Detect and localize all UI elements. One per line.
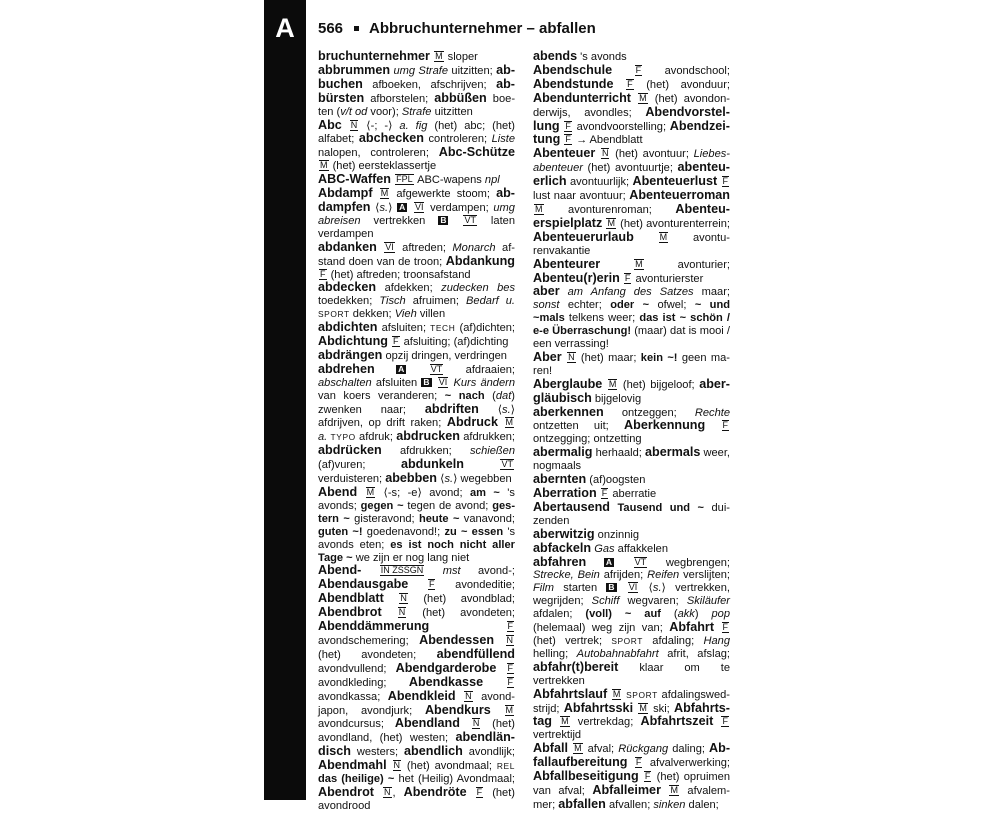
headword: aber bbox=[533, 284, 560, 299]
running-header bbox=[318, 19, 738, 39]
sense-marker: B bbox=[608, 582, 615, 593]
thumb-index-letter: A bbox=[275, 13, 295, 43]
usage-note: akk bbox=[677, 608, 695, 621]
grammar-label: M bbox=[659, 231, 668, 242]
phrase: das ist ~ schön / e-e Überraschung! bbox=[533, 312, 730, 338]
subject-label: SPORT bbox=[318, 309, 350, 320]
sub-headword: abendlich bbox=[404, 744, 463, 759]
sub-headword: Abfalleimer bbox=[592, 782, 661, 797]
phrase: (voll) ~ auf bbox=[585, 608, 661, 621]
usage-note: Monarch bbox=[452, 241, 496, 254]
grammar-label: F bbox=[507, 676, 513, 687]
grammar-label: F bbox=[320, 268, 326, 279]
grammar-label: VT bbox=[501, 459, 513, 470]
usage-note: am Anfang des Satzes bbox=[567, 286, 694, 299]
grammar-label: N bbox=[384, 786, 391, 797]
dictionary-entry: aber am Anfang des Satzes maar; sonst echter; oder ~ ofwel; ~ und ~mals telkens weer; das ist ~ schön / e-e Überraschung! (maar) dat is mooi / een verrassing! bbox=[533, 284, 730, 351]
headword: abfackeln bbox=[533, 540, 592, 555]
headword: abermalig bbox=[533, 445, 593, 460]
grammar-label: VT bbox=[634, 556, 647, 567]
sub-headword: abbürsten bbox=[318, 76, 515, 105]
sub-headword: Abendröte bbox=[403, 784, 467, 799]
grammar-label: N bbox=[350, 119, 358, 130]
sub-headword: Abfahrtsski bbox=[563, 700, 634, 715]
headword: Abend- bbox=[318, 563, 362, 578]
dictionary-entry: Abenteurer M avonturier; Abenteu(r)erin F avonturierster bbox=[533, 256, 730, 285]
headword: abdrehen bbox=[318, 361, 375, 376]
grammar-label: M bbox=[561, 716, 569, 727]
grammar-label: F bbox=[722, 176, 728, 187]
usage-note: schießen bbox=[469, 445, 515, 458]
sub-headword: abchecken bbox=[358, 131, 424, 146]
grammar-label: M bbox=[574, 743, 582, 754]
sub-headword: Abenteu(r)erin bbox=[533, 270, 620, 285]
grammar-label: VT bbox=[430, 363, 443, 374]
usage-note: a. fig bbox=[399, 119, 428, 132]
grammar-label: M bbox=[435, 51, 443, 61]
sub-headword: Abfahrt bbox=[669, 620, 715, 635]
sense-marker: B bbox=[423, 376, 430, 387]
grammar-label: FPL bbox=[396, 174, 413, 185]
dictionary-entry: Aberglaube M (het) bijgeloof; abergläubisch bijgelovig bbox=[533, 376, 730, 405]
grammar-label: VT bbox=[464, 214, 476, 225]
header-bullet bbox=[354, 26, 359, 31]
grammar-label: F bbox=[624, 272, 631, 283]
sub-headword: Abendstunde bbox=[533, 76, 614, 91]
dictionary-entry: abdrehen A VT afdraaien; abschalten afsluiten B VI Kurs ändern van koers veranderen; ~ nach (dat) zwenken naar; abdriften ⟨s.⟩ afdrijven, op drift raken; Abdruck M a. TYPO afdruk; abdrucken afdrukken; abdrücken afdrukken; schießen (af)vuren; abdunkeln VT verduisteren; abebben ⟨s.⟩ wegebben bbox=[318, 361, 516, 486]
grammar-label: M bbox=[505, 704, 513, 715]
dictionary-entry: bruchunternehmer M sloper bbox=[318, 49, 478, 63]
dictionary-entry: Abend- IN ZSSGN mst avond-; Abendausgabe F avondeditie; Abendblatt N (het) avondblad; Abendbrot N (het) avondeten; Abenddämmerung F avondschemering; Abendessen N (het) avondeten; abendfüllend avondvullend; Abendgarderobe F avondkleding; Abendkasse F avondkassa; Abendkleid N avondjapon, avondjurk; Abendkurs M avondcursus; Abendland N (het) avondland, (het) westen; abendländisch westers; abendlich avondlijk; Abendmahl N (het) avondmaal; REL das (heilige) ~ het (Heilig) Avondmaal; Abendrot N , Abendröte F (het) avondrood bbox=[318, 563, 515, 812]
sub-headword: Abfahrtszeit bbox=[640, 714, 714, 729]
phrase: guten ~! bbox=[318, 525, 363, 538]
dictionary-entry: Abenteuer N (het) avontuur; Liebesabenteuer (het) avontuurtje; abenteuerlich avontuurlijk; Abenteuerlust F lust naar avontuur; Abenteuerroman M avonturenroman; Abenteuerspielplatz M (het) avonturenterrein; Abenteuerurlaub M avonturenvakantie bbox=[533, 146, 730, 257]
headword: aberwitzig bbox=[533, 526, 595, 541]
dictionary-entry: abfahren A VT wegbrengen; Strecke, Bein afrijden; Reifen verslijten; Film starten B VI ⟨s.⟩ vertrekken, wegrijden; Schiff wegvaren; Skiläufer afdalen; (voll) ~ auf (akk) pop (helemaal) weg zijn van; Abfahrt F (het) vertrek; SPORT afdaling; Hang helling; Autobahnabfahrt afrit, afslag; abfahr(t)bereit klaar om te vertrekken bbox=[533, 554, 730, 687]
subject-label: TECH bbox=[430, 323, 456, 334]
dictionary-entry: Abend M ⟨-s; -e⟩ avond; am ~ 's avonds; gegen ~ tegen de avond; gestern ~ gisteravond; heute ~ vanavond; guten ~! goedenavond!; zu ~ essen 's avonds eten; es ist noch nicht aller Tage ~ we zijn er nog lang niet bbox=[318, 485, 516, 564]
phrase: heute ~ bbox=[418, 512, 460, 525]
sub-headword: Abendzeitung bbox=[533, 118, 730, 147]
dictionary-entry: abdichten afsluiten; TECH (af)dichten; Abdichtung F afsluiting; (af)dichting bbox=[318, 320, 515, 349]
usage-note: Strafe bbox=[401, 105, 432, 118]
grammar-label: VI bbox=[385, 241, 394, 252]
right-column bbox=[533, 50, 730, 812]
usage-note: zudecken bes bbox=[441, 282, 515, 295]
headword: Abertausend bbox=[533, 499, 610, 514]
dictionary-entry: Abdampf M afgewerkte stoom; abdampfen ⟨s.⟩ A VI verdampen; umg abreisen vertrekken B VT laten verdampen bbox=[318, 186, 515, 240]
headword: abdanken bbox=[318, 239, 377, 254]
usage-note: pop bbox=[711, 608, 730, 621]
grammar-label: F bbox=[507, 662, 513, 673]
sub-headword: Abendland bbox=[394, 716, 460, 731]
usage-note: sonst bbox=[533, 299, 560, 312]
usage-note: s. bbox=[652, 582, 662, 595]
headword: abdrängen bbox=[318, 347, 383, 362]
usage-note: a. bbox=[318, 431, 328, 444]
sub-headword: abfallen bbox=[558, 796, 606, 811]
grammar-label: F bbox=[644, 771, 651, 782]
usage-note: Rückgang bbox=[618, 743, 669, 756]
phrase: das (heilige) ~ bbox=[318, 773, 395, 786]
headword: Abfall bbox=[533, 741, 568, 756]
phrase: ~ nach bbox=[444, 389, 485, 402]
grammar-label: F bbox=[565, 134, 571, 145]
sub-headword: Abdichtung bbox=[318, 334, 388, 349]
grammar-label: M bbox=[639, 92, 647, 103]
dictionary-entry: abfackeln Gas affakkelen bbox=[533, 540, 669, 555]
dictionary-entry: abdrängen opzij dringen, verdringen bbox=[318, 347, 507, 362]
dictionary-entry: Abendschule F avondschool; Abendstunde F (het) avonduur; Abendunterricht M (het) avondonderwijs, avondles; Abendvorstellung F avondvoorstelling; Abendzeitung F → Abendblatt bbox=[533, 62, 730, 147]
sub-headword: abdrucken bbox=[396, 429, 460, 444]
usage-note: s. bbox=[379, 201, 389, 214]
usage-note: Vieh bbox=[394, 308, 417, 321]
sub-headword: Abendmahl bbox=[318, 758, 387, 773]
headword: Aber bbox=[533, 349, 562, 364]
usage-note: mst bbox=[442, 565, 461, 578]
usage-note: abschalten bbox=[318, 376, 372, 389]
sub-headword: abergläubisch bbox=[533, 376, 730, 405]
grammar-label: M bbox=[607, 217, 615, 228]
sub-headword: Abfahrtstag bbox=[533, 700, 730, 729]
sub-headword: Abenddämmerung bbox=[318, 619, 430, 634]
dictionary-entry: abdanken VI aftreden; Monarch afstand doen van de troon; Abdankung F (het) aftreden; troonsafstand bbox=[318, 239, 515, 281]
dictionary-entry: aberkennen ontzeggen; Rechte ontzetten uit; Aberkennung F ontzegging; ontzetting bbox=[533, 404, 730, 446]
headword: Aberglaube bbox=[533, 376, 603, 391]
usage-note: Strecke, Bein bbox=[533, 569, 600, 582]
grammar-label: M bbox=[608, 378, 617, 389]
usage-note: v/t od bbox=[340, 105, 368, 118]
sense-marker: B bbox=[440, 214, 447, 225]
sub-headword: Abendrot bbox=[318, 784, 374, 799]
grammar-label: M bbox=[320, 160, 328, 171]
dictionary-entry: abdecken afdekken; zudecken bes toedekken; Tisch afruimen; Bedarf u. SPORT dekken; Vieh villen bbox=[318, 280, 515, 321]
grammar-label: F bbox=[476, 786, 483, 797]
usage-note: Gas bbox=[594, 542, 615, 555]
sub-headword: abdunkeln bbox=[400, 457, 464, 472]
dictionary-entry: ABC-Waffen FPL ABC-wapens npl bbox=[318, 172, 500, 187]
phrase: ~ und ~mals bbox=[533, 299, 730, 325]
sub-headword: abenteuerlich bbox=[533, 160, 730, 189]
sub-headword: abdrücken bbox=[318, 443, 382, 458]
grammar-label: IN ZSSGN bbox=[380, 565, 424, 576]
dictionary-entry: Aberration F aberratie bbox=[533, 486, 657, 500]
dictionary-entry: abermalig herhaald; abermals weer, nogmaals bbox=[533, 445, 730, 473]
sub-headword: Abenteuerspielplatz bbox=[533, 201, 730, 230]
grammar-label: N bbox=[506, 634, 513, 645]
dictionary-entry: Abfahrtslauf M SPORT afdalingswedstrijd; Abfahrtsski M ski; Abfahrtstag M vertrekdag; Abfahrtszeit F vertrektijd bbox=[533, 686, 730, 742]
phrase: oder ~ bbox=[610, 299, 650, 312]
sub-headword: abdampfen bbox=[318, 186, 515, 214]
headword: aberkennen bbox=[533, 404, 604, 419]
grammar-label: F bbox=[601, 488, 608, 498]
subject-label: REL bbox=[496, 761, 515, 772]
grammar-label: F bbox=[428, 579, 435, 590]
grammar-label: M bbox=[535, 203, 543, 214]
headword: Abenteuer bbox=[533, 146, 596, 161]
headword: abends bbox=[533, 49, 578, 63]
sub-headword: Abendausgabe bbox=[318, 577, 409, 592]
usage-note: Autobahnabfahrt bbox=[576, 647, 659, 660]
usage-note: Rechte bbox=[694, 406, 730, 419]
sub-headword: abermals bbox=[645, 445, 701, 460]
grammar-label: M bbox=[635, 258, 643, 269]
left-column bbox=[318, 50, 515, 813]
dictionary-entry: abends 's avonds bbox=[533, 49, 627, 63]
grammar-label: F bbox=[635, 64, 642, 75]
subject-label: TYPO bbox=[330, 432, 356, 443]
headword: bruchunternehmer bbox=[318, 49, 430, 63]
sub-headword: Abfallbeseitigung bbox=[533, 769, 639, 784]
grammar-label: N bbox=[393, 760, 400, 771]
sub-headword: Abendblatt bbox=[318, 591, 384, 606]
headword: abdichten bbox=[318, 320, 378, 335]
phrase: kein ~! bbox=[640, 351, 678, 364]
sub-headword: Abendgarderobe bbox=[395, 660, 497, 675]
headword: Aberration bbox=[533, 486, 597, 500]
headword: abdecken bbox=[318, 280, 377, 295]
dictionary-entry: Abfall M afval; Rückgang daling; Abfallaufbereitung F afvalverwerking; Abfallbeseitigung F (het) opruimen van afval; Abfalleimer M afvalemmer; abfallen afvallen; sinken dalen; bbox=[533, 741, 731, 811]
grammar-label: N bbox=[568, 351, 575, 362]
sub-headword: Abendvorstellung bbox=[533, 104, 730, 133]
dictionary-entry: aberwitzig onzinnig bbox=[533, 526, 640, 541]
grammar-label: N bbox=[398, 607, 406, 618]
headword: Abenteurer bbox=[533, 256, 601, 271]
usage-note: npl bbox=[484, 174, 500, 187]
headword: abbrummen bbox=[318, 62, 391, 77]
sense-marker: A bbox=[398, 363, 405, 374]
grammar-label: F bbox=[722, 622, 728, 633]
sub-headword: Aberkennung bbox=[624, 418, 706, 433]
grammar-label: M bbox=[612, 688, 621, 699]
phrase: Tausend und ~ bbox=[617, 501, 705, 514]
headword: Abdampf bbox=[318, 186, 373, 201]
sub-headword: abbüßen bbox=[434, 90, 487, 105]
usage-note: Reifen bbox=[647, 569, 680, 582]
sub-headword: Abdankung bbox=[445, 253, 515, 268]
sub-headword: abdriften bbox=[424, 401, 479, 416]
phrase: es ist noch nicht aller Tage ~ bbox=[318, 538, 515, 564]
dictionary-entry: Aber N (het) maar; kein ~! geen maren! bbox=[533, 349, 730, 377]
sub-headword: Abendkasse bbox=[408, 674, 484, 689]
usage-note: Film bbox=[533, 582, 554, 595]
usage-note: Liste bbox=[491, 133, 515, 146]
grammar-label: VI bbox=[628, 582, 638, 593]
sense-marker: A bbox=[605, 556, 612, 567]
subject-label: SPORT bbox=[626, 689, 658, 700]
phrase: gegen ~ bbox=[360, 499, 404, 512]
sub-headword: Abendkurs bbox=[424, 702, 491, 717]
headword: abernten bbox=[533, 472, 587, 487]
grammar-label: F bbox=[722, 420, 728, 431]
sub-headword: abbuchen bbox=[318, 62, 516, 91]
grammar-label: N bbox=[472, 718, 480, 729]
sub-headword: Abenteuerurlaub bbox=[533, 229, 634, 244]
usage-note: Bedarf u. bbox=[466, 295, 515, 308]
grammar-label: F bbox=[627, 78, 633, 89]
subject-label: SPORT bbox=[611, 635, 644, 646]
sub-headword: Abendbrot bbox=[318, 605, 382, 620]
sub-headword: Abendunterricht bbox=[533, 90, 631, 105]
sub-headword: Abenteuerroman bbox=[629, 188, 730, 203]
usage-note: Liebesabenteuer bbox=[533, 148, 730, 175]
thumb-index-tab bbox=[264, 0, 306, 800]
sub-headword: Abendkleid bbox=[387, 688, 456, 703]
headword: Abendschule bbox=[533, 62, 613, 77]
usage-note: Tisch bbox=[379, 295, 406, 308]
phrase: gestern ~ bbox=[318, 499, 516, 525]
grammar-label: F bbox=[635, 757, 642, 768]
grammar-label: F bbox=[393, 336, 399, 347]
page-number: 566 bbox=[318, 20, 344, 37]
dictionary-entry: Abertausend Tausend und ~ duizenden bbox=[533, 499, 730, 527]
usage-note: umg Strafe bbox=[393, 64, 449, 77]
usage-note: s. bbox=[444, 473, 454, 486]
sub-headword: abebben bbox=[385, 471, 438, 486]
grammar-label: VI bbox=[438, 376, 448, 387]
sub-headword: Abfallaufbereitung bbox=[533, 741, 731, 770]
sub-headword: Abendessen bbox=[419, 632, 495, 647]
usage-note: dat bbox=[495, 389, 512, 402]
usage-note: sinken bbox=[653, 798, 686, 811]
grammar-label: M bbox=[639, 702, 647, 713]
header-guide-words: Abbruchunternehmer – abfallen bbox=[369, 20, 596, 37]
grammar-label: N bbox=[400, 593, 407, 604]
grammar-label: F bbox=[722, 716, 728, 727]
usage-note: Hang bbox=[703, 634, 730, 647]
grammar-label: M bbox=[670, 784, 678, 795]
grammar-label: N bbox=[601, 148, 609, 159]
grammar-label: M bbox=[505, 417, 513, 428]
sub-headword: abfahr(t)bereit bbox=[533, 659, 619, 674]
headword: abfahren bbox=[533, 554, 587, 569]
headword: Abfahrtslauf bbox=[533, 686, 608, 701]
dictionary-entry: abbrummen umg Strafe uitzitten; abbuchen afboeken, afschrijven; abbürsten afborstelen; abbüßen boeten (v/t od voor); Strafe uitzitten bbox=[318, 62, 516, 118]
sub-headword: abendfüllend bbox=[436, 646, 515, 661]
usage-note: Skiläufer bbox=[686, 595, 730, 608]
phrase: am ~ bbox=[469, 487, 500, 499]
grammar-label: M bbox=[366, 487, 375, 497]
usage-note: Kurs ändern bbox=[453, 376, 516, 389]
headword: Abend bbox=[318, 485, 358, 499]
sense-marker: A bbox=[399, 201, 406, 212]
sub-headword: Abenteuerlust bbox=[632, 174, 718, 189]
sub-headword: Abdruck bbox=[446, 415, 498, 430]
sub-headword: Abc-Schütze bbox=[438, 145, 515, 160]
dictionary-entry: abernten (af)oogsten bbox=[533, 472, 646, 487]
phrase: zu ~ essen bbox=[444, 525, 504, 538]
grammar-label: N bbox=[465, 690, 472, 701]
grammar-label: M bbox=[380, 188, 389, 199]
grammar-label: F bbox=[565, 120, 571, 131]
headword: ABC-Waffen bbox=[318, 172, 391, 187]
sub-headword: abendländisch bbox=[318, 730, 515, 759]
headword: Abc bbox=[318, 117, 342, 132]
grammar-label: F bbox=[507, 621, 513, 632]
usage-note: s. bbox=[502, 403, 511, 416]
usage-note: umg abreisen bbox=[318, 201, 515, 227]
grammar-label: VI bbox=[414, 201, 424, 212]
usage-note: Schiff bbox=[591, 595, 620, 608]
dictionary-entry: Abc N ⟨-; -⟩ a. fig (het) abc; (het) alfabet; abchecken controleren; Liste nalopen, controleren; Abc-Schütze M (het) eersteklassertje bbox=[318, 117, 515, 173]
